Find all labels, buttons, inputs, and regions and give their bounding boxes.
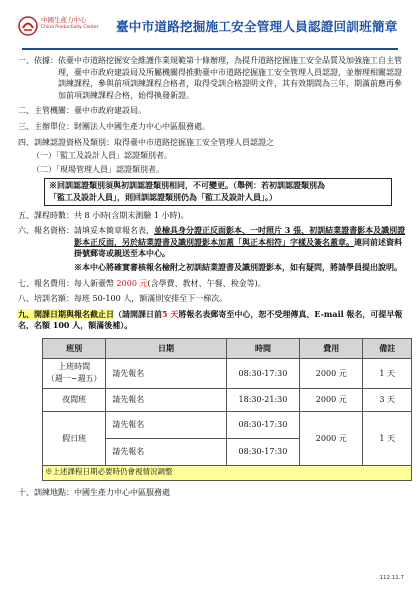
section-label: 八、培訓名額： — [18, 294, 74, 304]
note-cell: 1 天 — [363, 358, 412, 388]
class-cell: 假日班 — [43, 411, 106, 465]
schedule-note-b: 將報名表郵寄至中心，恕不受理傳真、E-mail 報名，可提早報名，名額 100 人，額滿後補）。 — [18, 308, 403, 331]
cpc-logo — [18, 14, 108, 40]
note-line: 「監工及設計人員」，則回訓認證類別仍為「監工及設計人員」。） — [49, 191, 277, 202]
section-label: 一、依據： — [18, 56, 58, 65]
class-cell: 上班時間 （週一~週五） — [43, 358, 106, 388]
qualification-item-supervisor: （一）「監工及設計人員」認證類別者。 — [32, 151, 172, 161]
qualification-note — [44, 178, 392, 205]
time-cell: 08:30-17:30 — [226, 411, 299, 438]
date-cell: 請先報名 — [106, 438, 227, 465]
section-qualification — [18, 137, 408, 206]
column-header-time: 時間 — [226, 338, 299, 358]
schedule-table — [42, 338, 412, 481]
logo-chinese-name: 中國生產力中心 — [41, 16, 87, 24]
document-body — [18, 55, 408, 502]
schedule-deadline-days: 5 天 — [162, 308, 179, 319]
note-cell: 3 天 — [363, 388, 412, 411]
column-header-class: 班別 — [43, 338, 106, 358]
section-organizer — [18, 121, 408, 133]
fee-suffix: (含學費、教材、午餐、稅金等)。 — [147, 278, 266, 288]
section-text: 共 8 小時(含期末測驗 1 小時)。 — [74, 210, 189, 220]
section-text: 依臺中市道路挖掘安全維護作業規範第十條辦理，為提升道路挖掘施工安全品質及加強施工自主管理，臺中市政府建設局及所屬機關得推動臺中市道路挖掘施工安全管理人員認證，並辦理相關認證訓練課程，參與前項訓練課程合格者，取得受訓合格證明文件，其有效期間為三年，期滿前應再參加前項訓練課程合格，始得換發新證。 — [58, 56, 402, 100]
note-line: ※回訓認證類別須與初訓認證類別相同，不可變更。（舉例：若初訓認證類別為 — [49, 180, 325, 191]
title-underline — [22, 48, 398, 50]
table-footnote: ※上述課程日期必要時仍會視情況調整 — [43, 465, 412, 480]
time-cell: 08:30-17:30 — [226, 438, 299, 465]
section-text: 每班 50-100 人，額滿則安排至下一梯次。 — [74, 294, 228, 304]
eligibility-delivery: 連同前述資料掛號郵寄或親送至本中心。 — [74, 236, 402, 259]
class-cell: 夜間班 — [43, 388, 106, 411]
section-fee — [18, 278, 408, 290]
section-label: 二、主管機關： — [18, 106, 74, 116]
section-label: 五、課程時數： — [18, 210, 74, 220]
time-cell: 08:30-17:30 — [226, 358, 299, 388]
section-schedule — [18, 309, 408, 481]
time-cell: 18:30-21:30 — [226, 388, 299, 411]
date-cell: 請先報名 — [106, 388, 227, 411]
fee-cell: 2000 元 — [300, 411, 363, 465]
section-text: 中國生產力中心中區服務處 — [74, 487, 170, 497]
section-eligibility — [18, 225, 408, 273]
section-text: 取得臺中市道路挖掘施工安全管理人員認證之 — [114, 137, 274, 147]
section-basis — [18, 55, 408, 101]
schedule-heading — [18, 309, 408, 332]
section-label: 十、訓練地點： — [18, 487, 74, 497]
section-text: 臺中市政府建設局。 — [74, 106, 146, 116]
table-footnote-row — [43, 465, 412, 480]
table-row — [43, 358, 412, 388]
fee-cell: 2000 元 — [300, 358, 363, 388]
section-text — [74, 225, 408, 273]
section-text — [74, 278, 408, 290]
table-header-row — [43, 338, 412, 358]
eligibility-documents: 並檢具身分證正反面影本、一吋照片 3 張、初訓結業證書影本及識別證影本正反面，另於結業證書及識別證影本加蓋「與正本相符」字樣及簽名蓋章。 — [74, 225, 406, 247]
eligibility-intro: 請填妥本簡章報名表， — [74, 226, 154, 236]
schedule-label: 九、開課日期與報名截止日 — [18, 308, 114, 319]
document-date-code: 112.11.7 — [379, 575, 404, 582]
column-header-note: 備註 — [363, 338, 412, 358]
qualification-item-site-manager: （二）「現場管理人員」認證類別者。 — [32, 164, 164, 174]
page-header — [18, 10, 402, 50]
section-location — [18, 487, 408, 499]
section-label: 三、主辦單位： — [18, 121, 74, 131]
eligibility-note: ※本中心將確實審核報名檢附之初訓結業證書及識別證影本，如有疑問，將請學員提出說明。 — [74, 261, 402, 272]
column-header-date: 日期 — [106, 338, 227, 358]
note-cell: 1 天 — [363, 411, 412, 465]
logo-english-name: China Productivity Center — [41, 25, 99, 30]
section-quota — [18, 293, 408, 305]
date-cell: 請先報名 — [106, 411, 227, 438]
cpc-logo-icon — [18, 16, 38, 36]
section-label: 七、報名費用： — [18, 278, 74, 288]
fee-price: 2000 元 — [116, 278, 148, 288]
fee-prefix: 每人新臺幣 — [74, 278, 117, 288]
table-row — [43, 411, 412, 438]
page-title: 臺中市道路挖掘施工安全管理人員認證回訓班簡章 — [116, 19, 398, 34]
section-hours — [18, 210, 408, 222]
fee-cell: 2000 元 — [300, 388, 363, 411]
date-cell: 請先報名 — [106, 358, 227, 388]
column-header-fee: 費用 — [300, 338, 363, 358]
table-row — [43, 388, 412, 411]
section-label: 六、報名資格： — [18, 226, 74, 236]
section-authority — [18, 105, 408, 117]
schedule-note-a: （請開課日前 — [114, 308, 162, 319]
section-text: 財團法人中國生產力中心中區服務處。 — [74, 121, 210, 131]
section-label: 四、訓練認證資格及類別： — [18, 137, 114, 147]
